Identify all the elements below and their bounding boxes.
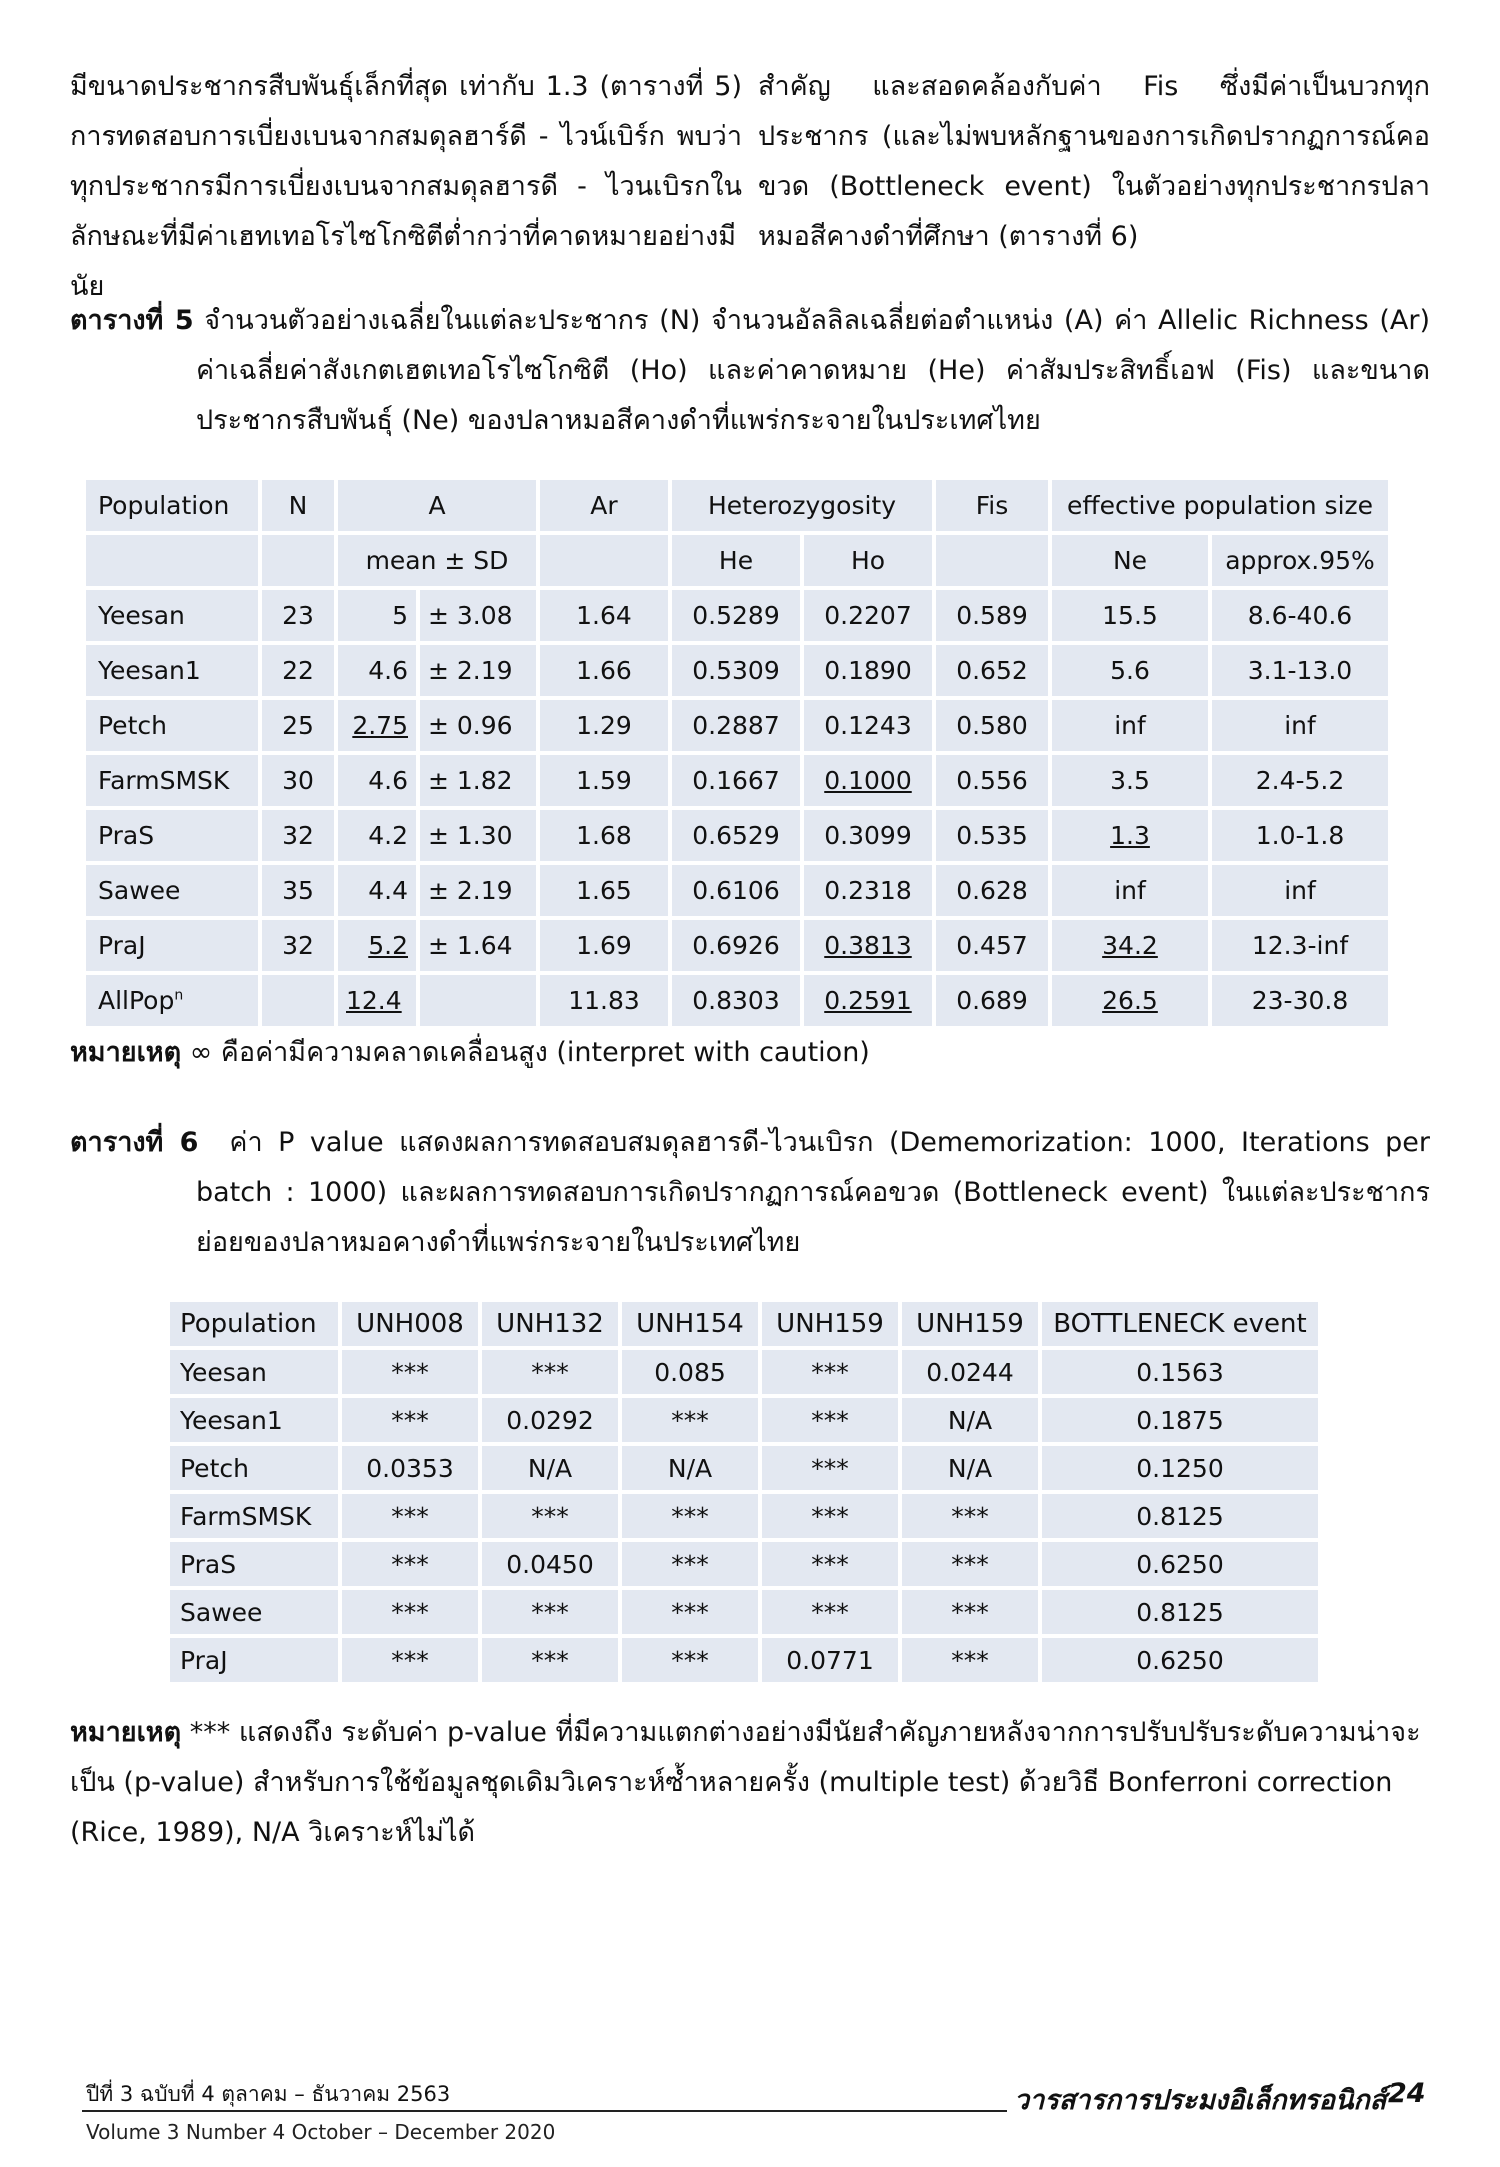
ar-cell: 1.64	[540, 590, 668, 641]
fis-cell: 0.580	[936, 700, 1048, 751]
table-row	[170, 1398, 1318, 1442]
table6-label: ตารางที่ 6	[70, 1127, 199, 1158]
sd-cell: ± 3.08	[420, 590, 536, 641]
n-cell: 32	[262, 920, 334, 971]
ar-cell: 1.68	[540, 810, 668, 861]
intro-right-column	[758, 62, 1430, 312]
sd-cell: ± 1.82	[420, 755, 536, 806]
n-cell	[262, 975, 334, 1026]
ar-cell: 11.83	[540, 975, 668, 1026]
ho-cell: 0.2318	[804, 865, 932, 916]
ho-cell: 0.2207	[804, 590, 932, 641]
he-cell: 0.6529	[672, 810, 800, 861]
ci-cell: 2.4-5.2	[1212, 755, 1388, 806]
table-row	[170, 1638, 1318, 1682]
mean-value: 5.2	[368, 931, 408, 960]
population-cell: PraJ	[170, 1638, 338, 1682]
ar-cell: 1.29	[540, 700, 668, 751]
unh132-cell: N/A	[482, 1446, 618, 1490]
footer-divider	[82, 2110, 1007, 2112]
table-row	[86, 975, 1388, 1026]
table5-note-label: หมายเหตุ	[70, 1037, 182, 1068]
ar-cell: 1.69	[540, 920, 668, 971]
mean-cell: 4.2	[338, 810, 416, 861]
table5-caption-text: จำนวนตัวอย่างเฉลี่ยในแต่ละประชากร (N) จำนวนอัลลิลเฉลี่ยต่อตำแหน่ง (A) ค่า Allelic Richness (Ar) ค่าเฉลี่ยค่าสังเกตเฮตเทอโรไซโกซิตี (Ho) และค่าคาดหมาย (He) ค่าสัมประสิทธิ์เอฟ (Fis) และขนาดประชากรสืบพันธุ์ (Ne) ของปลาหมอสีคางดำที่แพร่กระจายในประเทศไทย	[196, 305, 1430, 436]
ho-cell: 0.1890	[804, 645, 932, 696]
ci-cell: 23-30.8	[1212, 975, 1388, 1026]
table5-header-effective: effective population size	[1052, 480, 1388, 531]
ci-cell: inf	[1212, 700, 1388, 751]
ho-cell	[804, 755, 932, 806]
table5-subheader-empty	[262, 535, 334, 586]
population-cell: PraS	[86, 810, 258, 861]
table5-subheader-empty	[936, 535, 1048, 586]
intro-columns	[70, 62, 1430, 312]
footer-journal-name: วารสารการประมงอิเล็กทรอนิกส์	[1014, 2085, 1387, 2116]
table6-note-text: *** แสดงถึง ระดับค่า p-value ที่มีความแตกต่างอย่างมีนัยสำคัญภายหลังจากการปรับปรับระดับความน่าจะเป็น (p-value) สำหรับการใช้ข้อมูลชุดเดิมวิเคราะห์ซ้ำหลายครั้ง (multiple test) ด้วยวิธี Bonferroni correction (Rice, 1989), N/A วิเคราะห์ไม่ได้	[70, 1717, 1421, 1848]
mean-value: 2.75	[352, 711, 408, 740]
fis-cell: 0.589	[936, 590, 1048, 641]
table5-subheader-mean-sd: mean ± SD	[338, 535, 536, 586]
ho-cell: 0.3099	[804, 810, 932, 861]
ne-value: 26.5	[1102, 986, 1158, 1015]
table5-caption	[70, 296, 1430, 446]
table6-header-row	[170, 1302, 1318, 1346]
unh154-cell: ***	[622, 1494, 758, 1538]
he-cell: 0.2887	[672, 700, 800, 751]
population-cell: Sawee	[170, 1590, 338, 1634]
table6-header-unh008: UNH008	[342, 1302, 478, 1346]
table5-header-ar: Ar	[540, 480, 668, 531]
table5-subheader-empty	[540, 535, 668, 586]
ar-cell: 1.65	[540, 865, 668, 916]
ne-cell: 3.5	[1052, 755, 1208, 806]
he-cell: 0.8303	[672, 975, 800, 1026]
intro-left-text: มีขนาดประชากรสืบพันธุ์เล็กที่สุด เท่ากับ 1.3 (ตารางที่ 5) การทดสอบการเบี่ยงเบนจากสมดุลฮาร์ดี - ไวน์เบิร์ก พบว่าทุกประชากรมีการเบี่ยงเบนจากสมดุลฮารดี - ไวนเบิรกในลักษณะที่มีค่าเฮทเทอโรไซโกซิตีต่ำกว่าที่คาดหมายอย่างมีนัย	[70, 71, 742, 302]
bottleneck-cell: 0.6250	[1042, 1542, 1318, 1586]
table6-header-unh132: UNH132	[482, 1302, 618, 1346]
mean-cell: 5	[338, 590, 416, 641]
fis-cell: 0.689	[936, 975, 1048, 1026]
table-row	[170, 1494, 1318, 1538]
table5-header-a: A	[338, 480, 536, 531]
population-superscript: n	[174, 987, 184, 1004]
unh132-cell: ***	[482, 1590, 618, 1634]
table-row	[170, 1590, 1318, 1634]
ne-cell	[1052, 920, 1208, 971]
table5-note-text: ∞ คือค่ามีความคลาดเคลื่อนสูง (interpret with caution)	[189, 1037, 870, 1068]
table6-header-unh154: UNH154	[622, 1302, 758, 1346]
ci-cell: 8.6-40.6	[1212, 590, 1388, 641]
population-cell: Yeesan	[170, 1350, 338, 1394]
population-cell: Yeesan	[86, 590, 258, 641]
bottleneck-cell: 0.8125	[1042, 1590, 1318, 1634]
table-row	[86, 700, 1388, 751]
sd-cell: ± 1.30	[420, 810, 536, 861]
unh159-b-cell: ***	[902, 1542, 1038, 1586]
table6-header-bottleneck: BOTTLENECK event	[1042, 1302, 1318, 1346]
unh008-cell: ***	[342, 1398, 478, 1442]
unh159-cell: 0.0771	[762, 1638, 898, 1682]
intro-left-column	[70, 62, 742, 312]
intro-right-text: สำคัญ และสอดคล้องกับค่า Fis ซึ่งมีค่าเป็นบวกทุกประชากร (และไม่พบหลักฐานของการเกิดปรากฏการณ์คอขวด (Bottleneck event) ในตัวอย่างทุกประชากรปลาหมอสีคางดำที่ศึกษา (ตารางที่ 6)	[758, 71, 1430, 252]
he-cell: 0.1667	[672, 755, 800, 806]
ho-value: 0.1000	[824, 766, 912, 795]
table6-caption	[70, 1118, 1430, 1268]
table5-subheader-ci: approx.95%	[1212, 535, 1388, 586]
table-row	[170, 1542, 1318, 1586]
population-cell: Sawee	[86, 865, 258, 916]
he-cell: 0.6926	[672, 920, 800, 971]
table6-caption-text: ค่า P value แสดงผลการทดสอบสมดุลฮารดี-ไวนเบิรก (Dememorization: 1000, Iterations per batch : 1000) และผลการทดสอบการเกิดปรากฏการณ์คอขวด (Bottleneck event) ในแต่ละประชากรย่อยของปลาหมอคางดำที่แพร่กระจายในประเทศไทย	[196, 1127, 1430, 1258]
n-cell: 22	[262, 645, 334, 696]
sd-cell	[420, 975, 536, 1026]
n-cell: 30	[262, 755, 334, 806]
unh008-cell: ***	[342, 1590, 478, 1634]
unh159-b-cell: ***	[902, 1590, 1038, 1634]
table-row	[86, 920, 1388, 971]
population-value: AllPop	[98, 986, 175, 1015]
ne-cell	[1052, 810, 1208, 861]
fis-cell: 0.556	[936, 755, 1048, 806]
unh159-b-cell: N/A	[902, 1446, 1038, 1490]
mean-cell	[338, 975, 416, 1026]
unh008-cell: ***	[342, 1494, 478, 1538]
unh159-b-cell: ***	[902, 1494, 1038, 1538]
table6	[166, 1298, 1322, 1686]
mean-cell	[338, 920, 416, 971]
unh132-cell: ***	[482, 1350, 618, 1394]
ne-cell	[1052, 975, 1208, 1026]
population-cell: Yeesan1	[86, 645, 258, 696]
n-cell: 32	[262, 810, 334, 861]
footer-issue-english: Volume 3 Number 4 October – December 2020	[86, 2120, 556, 2144]
table6-note	[70, 1708, 1430, 1858]
unh159-cell: ***	[762, 1446, 898, 1490]
sd-cell: ± 2.19	[420, 645, 536, 696]
n-cell: 25	[262, 700, 334, 751]
unh008-cell: 0.0353	[342, 1446, 478, 1490]
bottleneck-cell: 0.8125	[1042, 1494, 1318, 1538]
ci-cell: 1.0-1.8	[1212, 810, 1388, 861]
ne-cell: inf	[1052, 865, 1208, 916]
fis-cell: 0.652	[936, 645, 1048, 696]
ho-cell: 0.1243	[804, 700, 932, 751]
unh159-cell: ***	[762, 1398, 898, 1442]
ci-cell: 3.1-13.0	[1212, 645, 1388, 696]
table5-header-population: Population	[86, 480, 258, 531]
population-cell: PraS	[170, 1542, 338, 1586]
table-row	[86, 590, 1388, 641]
ar-cell: 1.66	[540, 645, 668, 696]
unh132-cell: 0.0292	[482, 1398, 618, 1442]
footer-issue-thai: ปีที่ 3 ฉบับที่ 4 ตุลาคม – ธันวาคม 2563	[86, 2082, 451, 2106]
unh154-cell: 0.085	[622, 1350, 758, 1394]
table5-label: ตารางที่ 5	[70, 305, 194, 336]
ne-cell: inf	[1052, 700, 1208, 751]
mean-cell: 4.4	[338, 865, 416, 916]
bottleneck-cell: 0.1875	[1042, 1398, 1318, 1442]
table5-header-heterozygosity: Heterozygosity	[672, 480, 932, 531]
table5-note	[70, 1028, 1430, 1078]
table-row	[86, 810, 1388, 861]
unh159-cell: ***	[762, 1350, 898, 1394]
ho-value: 0.3813	[824, 931, 912, 960]
unh159-b-cell: N/A	[902, 1398, 1038, 1442]
population-cell: FarmSMSK	[86, 755, 258, 806]
unh159-b-cell: ***	[902, 1638, 1038, 1682]
ne-cell: 15.5	[1052, 590, 1208, 641]
unh132-cell: 0.0450	[482, 1542, 618, 1586]
population-cell: FarmSMSK	[170, 1494, 338, 1538]
unh154-cell: N/A	[622, 1446, 758, 1490]
unh154-cell: ***	[622, 1542, 758, 1586]
table5-subheader-he: He	[672, 535, 800, 586]
table5-subheader-row	[86, 535, 1388, 586]
table5-header-n: N	[262, 480, 334, 531]
table5	[82, 476, 1392, 1030]
ar-cell: 1.59	[540, 755, 668, 806]
table-row	[86, 755, 1388, 806]
table5-header-fis: Fis	[936, 480, 1048, 531]
unh154-cell: ***	[622, 1398, 758, 1442]
he-cell: 0.5289	[672, 590, 800, 641]
he-cell: 0.6106	[672, 865, 800, 916]
mean-cell: 4.6	[338, 755, 416, 806]
mean-cell: 4.6	[338, 645, 416, 696]
unh154-cell: ***	[622, 1590, 758, 1634]
mean-value: 12.4	[346, 986, 402, 1015]
ho-value: 0.2591	[824, 986, 912, 1015]
n-cell: 35	[262, 865, 334, 916]
population-cell: Petch	[170, 1446, 338, 1490]
bottleneck-cell: 0.1250	[1042, 1446, 1318, 1490]
unh159-b-cell: 0.0244	[902, 1350, 1038, 1394]
fis-cell: 0.628	[936, 865, 1048, 916]
unh008-cell: ***	[342, 1542, 478, 1586]
population-cell: Petch	[86, 700, 258, 751]
table6-header-unh159: UNH159	[762, 1302, 898, 1346]
sd-cell: ± 0.96	[420, 700, 536, 751]
table-row	[86, 645, 1388, 696]
unh159-cell: ***	[762, 1494, 898, 1538]
sd-cell: ± 2.19	[420, 865, 536, 916]
bottleneck-cell: 0.6250	[1042, 1638, 1318, 1682]
ne-cell: 5.6	[1052, 645, 1208, 696]
sd-cell: ± 1.64	[420, 920, 536, 971]
unh154-cell: ***	[622, 1638, 758, 1682]
population-cell: Yeesan1	[170, 1398, 338, 1442]
table-row	[170, 1350, 1318, 1394]
population-cell: PraJ	[86, 920, 258, 971]
mean-cell	[338, 700, 416, 751]
ne-value: 34.2	[1102, 931, 1158, 960]
page-number: 24	[1388, 2078, 1426, 2109]
table5-subheader-ne: Ne	[1052, 535, 1208, 586]
ho-cell	[804, 975, 932, 1026]
ci-cell: inf	[1212, 865, 1388, 916]
bottleneck-cell: 0.1563	[1042, 1350, 1318, 1394]
ne-value: 1.3	[1110, 821, 1150, 850]
unh132-cell: ***	[482, 1638, 618, 1682]
table-row	[86, 865, 1388, 916]
fis-cell: 0.457	[936, 920, 1048, 971]
table5-subheader-empty	[86, 535, 258, 586]
ci-cell: 12.3-inf	[1212, 920, 1388, 971]
population-cell	[86, 975, 258, 1026]
ho-cell	[804, 920, 932, 971]
unh008-cell: ***	[342, 1350, 478, 1394]
table6-header-population: Population	[170, 1302, 338, 1346]
fis-cell: 0.535	[936, 810, 1048, 861]
table5-header-row	[86, 480, 1388, 531]
table5-subheader-ho: Ho	[804, 535, 932, 586]
he-cell: 0.5309	[672, 645, 800, 696]
unh132-cell: ***	[482, 1494, 618, 1538]
table-row	[170, 1446, 1318, 1490]
n-cell: 23	[262, 590, 334, 641]
unh159-cell: ***	[762, 1542, 898, 1586]
table6-note-label: หมายเหตุ	[70, 1717, 182, 1748]
unh008-cell: ***	[342, 1638, 478, 1682]
table6-header-unh159-b: UNH159	[902, 1302, 1038, 1346]
unh159-cell: ***	[762, 1590, 898, 1634]
